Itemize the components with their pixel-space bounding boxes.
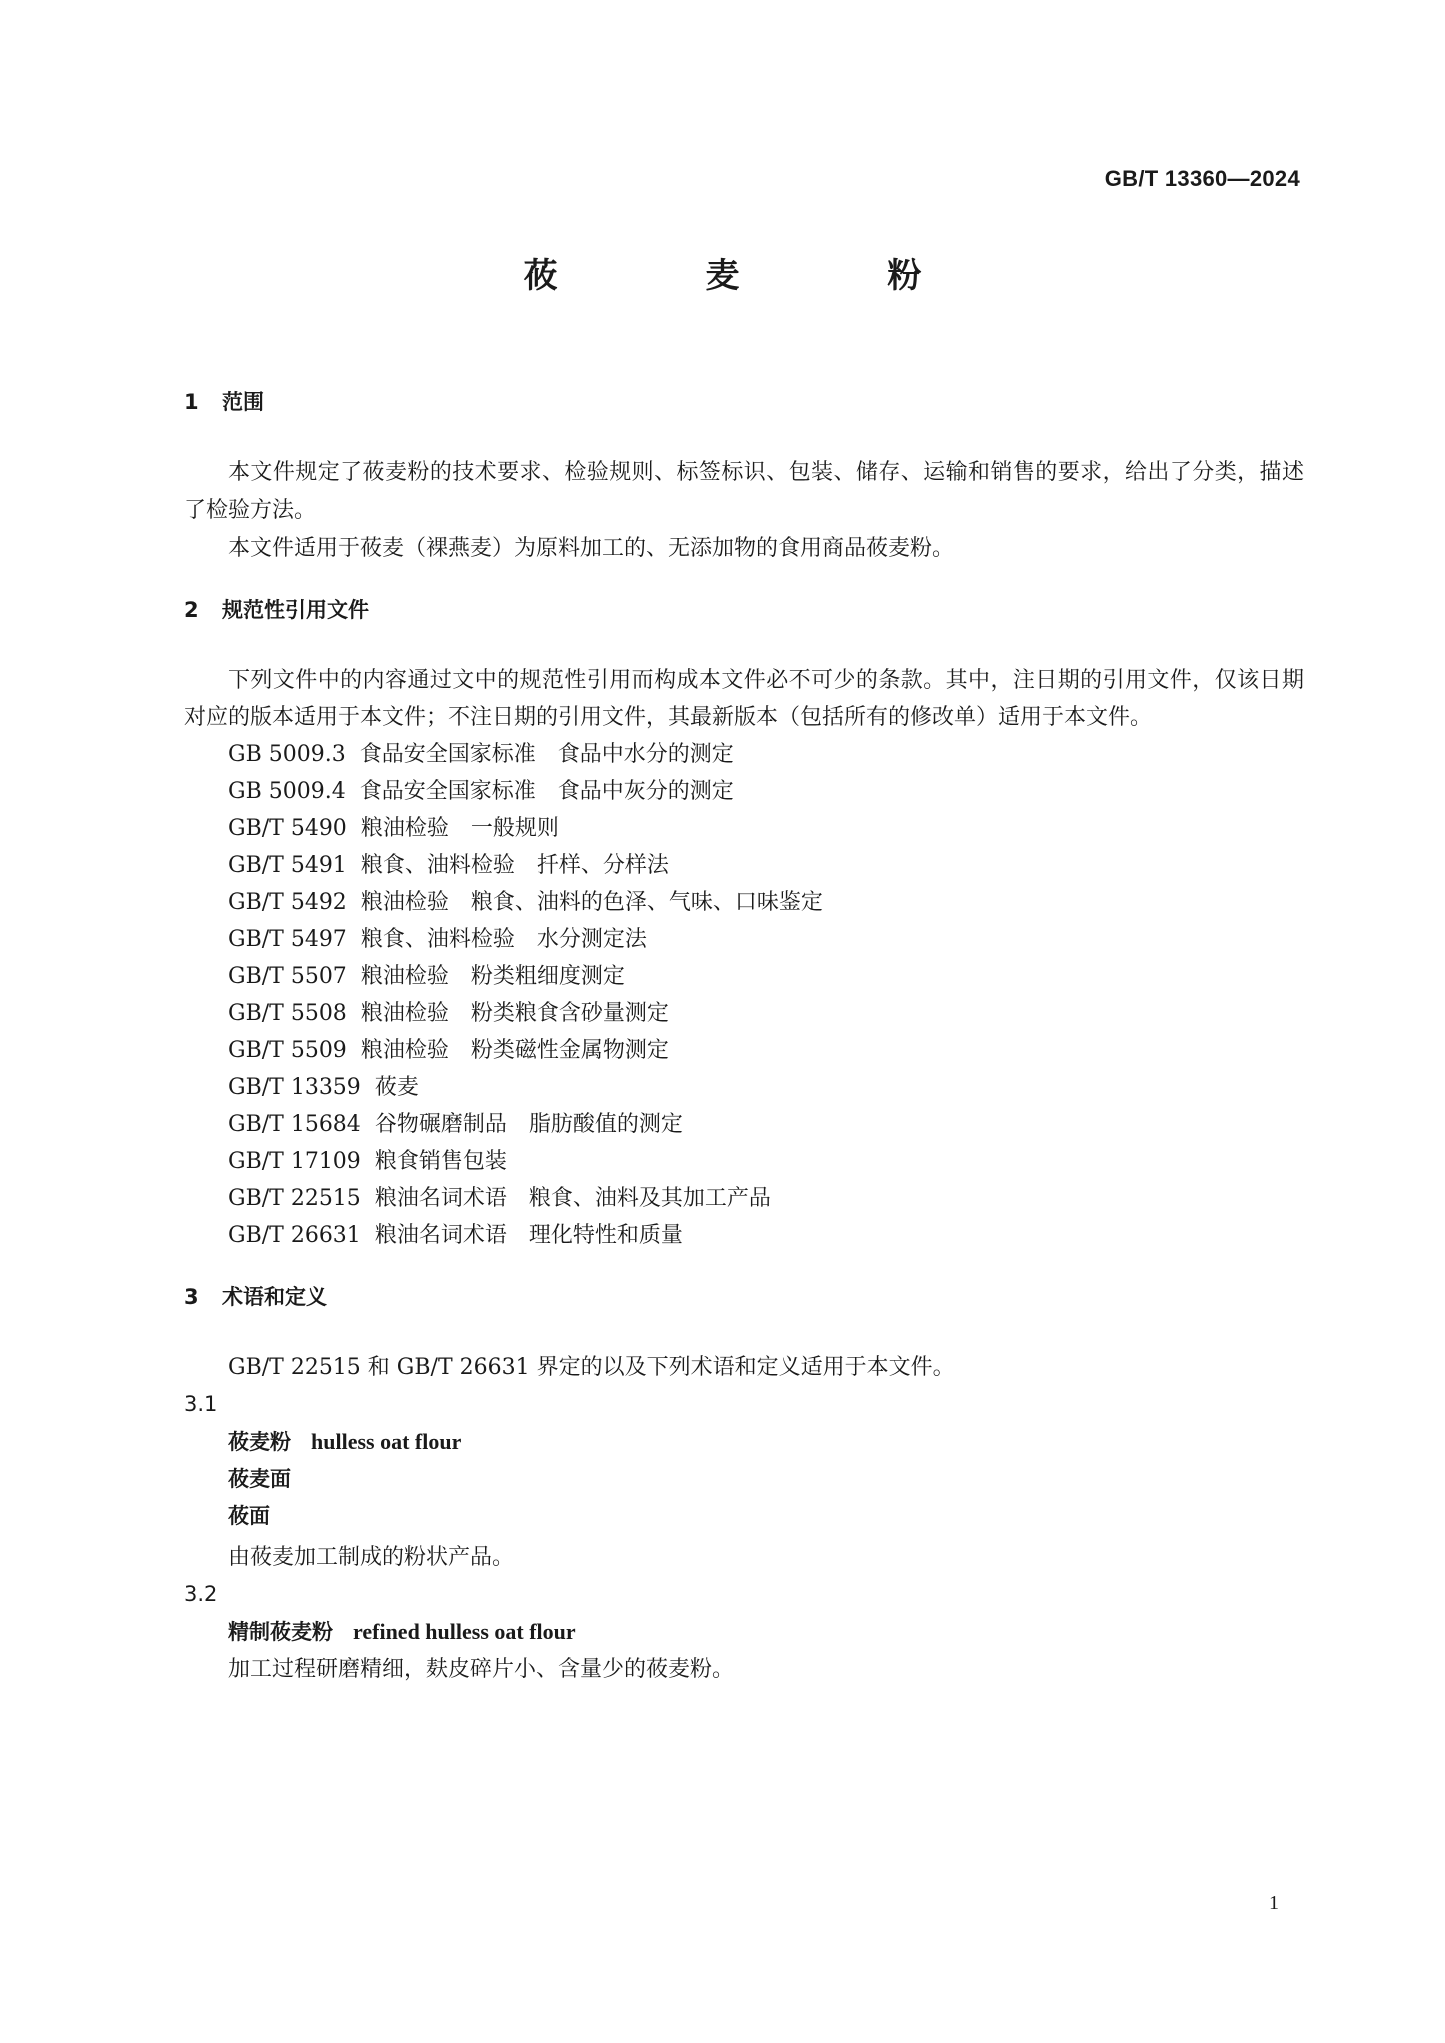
term-english: refined hulless oat flour [353,1619,576,1644]
reference-item [184,995,1304,1032]
reference-item [184,1032,1304,1069]
reference-item [184,1180,1304,1217]
section-heading-normative [184,592,1304,629]
term-definition: 由莜麦加工制成的粉状产品。 [228,1545,515,1570]
reference-item [184,847,1304,884]
section-title: 术语和定义 [222,1285,327,1309]
reference-title: 粮油检验 [360,890,449,915]
reference-subtitle: 一般规则 [470,816,559,841]
reference-code: GB/T 5508 [228,1001,347,1026]
reference-subtitle: 食品中灰分的测定 [557,779,734,804]
reference-code: GB/T 5492 [228,890,347,915]
scope-paragraph-1: 本文件规定了莜麦粉的技术要求、检验规则、标签标识、包装、储存、运输和销售的要求，给出了分类，描述了检验方法。 [184,460,1304,523]
reference-item [184,810,1304,847]
section-number: 2 [184,598,199,622]
section-number: 3 [184,1285,199,1309]
document-title: 莜 麦 粉 [523,256,990,296]
clause-number: 3.1 [184,1392,218,1416]
reference-subtitle: 粉类磁性金属物测定 [470,1038,669,1063]
term-synonym: 莜麦面 [228,1467,291,1491]
term-definition: 加工过程研磨精细，麸皮碎片小、含量少的莜麦粉。 [228,1657,735,1682]
term-entry [184,1423,1304,1461]
term-english: hulless oat flour [311,1429,462,1454]
reference-title: 粮食、油料检验 [360,927,515,952]
term-synonym: 莜面 [228,1504,270,1528]
reference-subtitle: 粮食、油料及其加工产品 [528,1186,771,1211]
reference-subtitle: 理化特性和质量 [528,1223,683,1248]
terms-intro: GB/T 22515 和 GB/T 26631 界定的以及下列术语和定义适用于本文件。 [228,1355,955,1380]
reference-item [184,958,1304,995]
reference-title: 食品安全国家标准 [359,742,536,767]
reference-item [184,1143,1304,1180]
reference-title: 粮油检验 [360,1001,449,1026]
reference-title: 莜麦 [374,1075,419,1100]
reference-subtitle: 扦样、分样法 [536,853,669,878]
reference-code: GB/T 26631 [228,1223,361,1248]
reference-item [184,1106,1304,1143]
reference-subtitle: 粉类粗细度测定 [470,964,625,989]
reference-title: 谷物碾磨制品 [374,1112,507,1137]
reference-item [184,1069,1304,1106]
reference-code: GB/T 5509 [228,1038,347,1063]
reference-subtitle: 食品中水分的测定 [557,742,734,767]
reference-item [184,736,1304,773]
reference-code: GB/T 13359 [228,1075,361,1100]
reference-subtitle: 粮食、油料的色泽、气味、口味鉴定 [470,890,823,915]
reference-title: 粮食、油料检验 [360,853,515,878]
standard-code: GB/T 13360—2024 [1104,166,1300,191]
reference-item [184,773,1304,810]
section-heading-terms [184,1279,1304,1316]
section-heading-scope [184,384,1304,421]
reference-title: 粮油检验 [360,1038,449,1063]
scope-paragraph-2: 本文件适用于莜麦（裸燕麦）为原料加工的、无添加物的食用商品莜麦粉。 [228,536,955,561]
reference-code: GB 5009.3 [228,742,346,767]
reference-title: 粮油检验 [360,964,449,989]
reference-item [184,1217,1304,1254]
reference-item [184,921,1304,958]
reference-subtitle: 水分测定法 [536,927,647,952]
reference-code: GB/T 5490 [228,816,347,841]
normative-intro: 下列文件中的内容通过文中的规范性引用而构成本文件必不可少的条款。其中，注日期的引用文件，仅该日期对应的版本适用于本文件；不注日期的引用文件，其最新版本（包括所有的修改单）适用于本文件。 [184,668,1304,730]
reference-code: GB/T 15684 [228,1112,361,1137]
page-number: 1 [1269,1892,1279,1914]
reference-title: 食品安全国家标准 [359,779,536,804]
reference-code: GB/T 5507 [228,964,347,989]
term-chinese: 莜麦粉 [228,1430,291,1454]
reference-code: GB/T 5491 [228,853,347,878]
reference-title: 粮油名词术语 [374,1223,507,1248]
reference-item [184,884,1304,921]
section-title: 范围 [222,390,264,414]
reference-list [184,736,1304,1254]
term-chinese: 精制莜麦粉 [228,1620,333,1644]
reference-code: GB/T 22515 [228,1186,361,1211]
reference-title: 粮油检验 [360,816,449,841]
reference-title: 粮油名词术语 [374,1186,507,1211]
reference-title: 粮食销售包装 [374,1149,507,1174]
document-body [184,384,1304,1688]
section-title: 规范性引用文件 [222,598,369,622]
section-number: 1 [184,390,199,414]
reference-code: GB 5009.4 [228,779,346,804]
term-entry [184,1613,1304,1651]
reference-code: GB/T 5497 [228,927,347,952]
reference-subtitle: 粉类粮食含砂量测定 [470,1001,669,1026]
reference-subtitle: 脂肪酸值的测定 [528,1112,683,1137]
clause-number: 3.2 [184,1582,218,1606]
reference-code: GB/T 17109 [228,1149,361,1174]
